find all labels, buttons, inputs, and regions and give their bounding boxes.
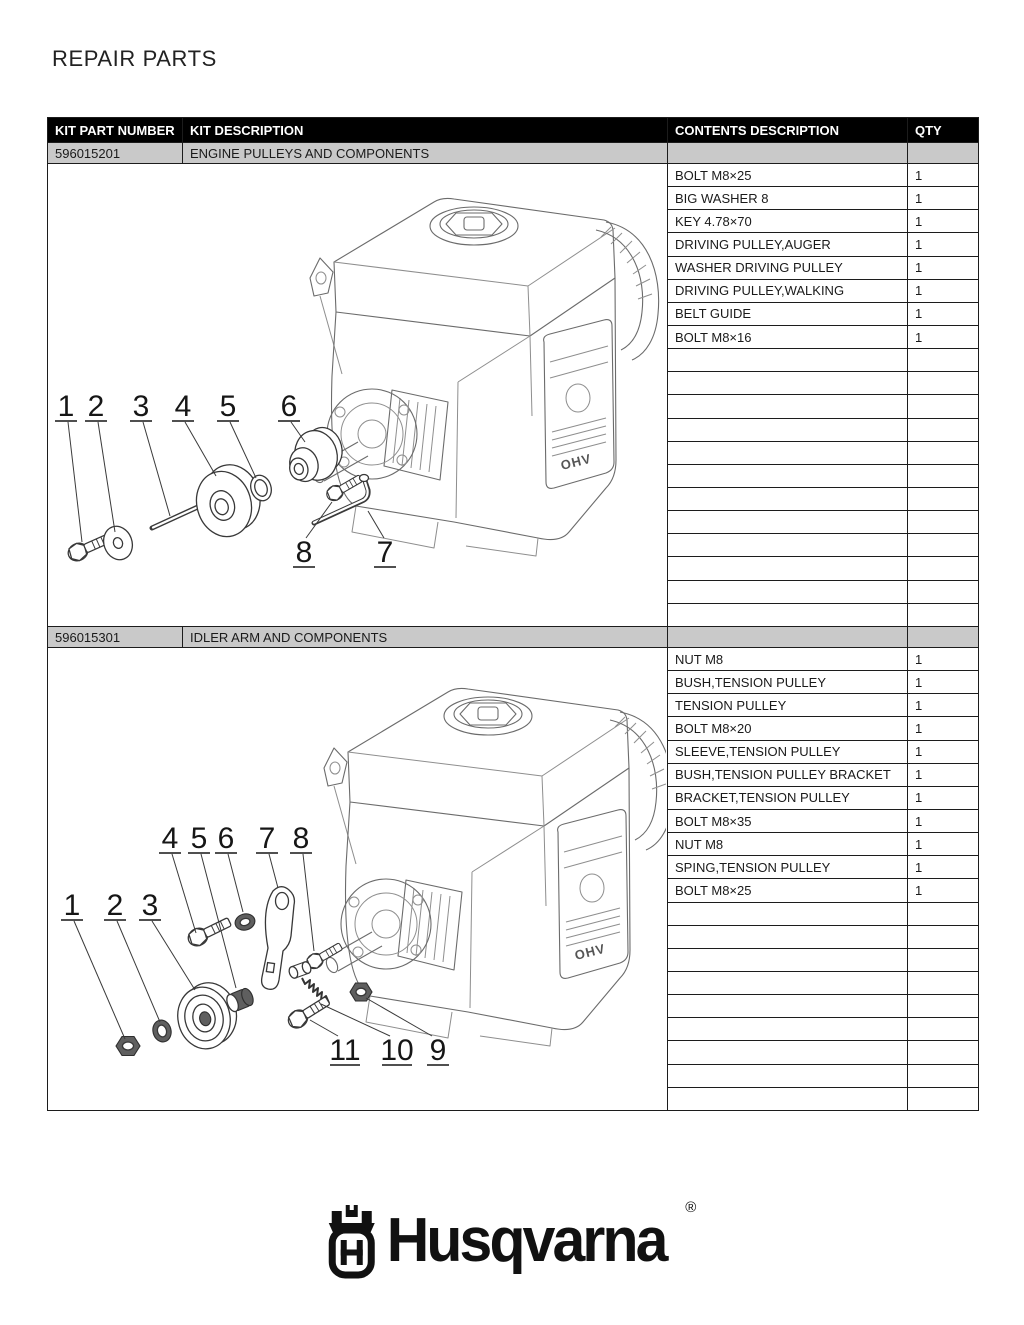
callout-number: 3 — [132, 390, 150, 423]
kit-part-number: 596015201 — [48, 143, 183, 164]
engine-ohv-label: OHV — [559, 450, 593, 473]
callout-number: 4 — [174, 390, 192, 423]
qty-cell — [908, 372, 979, 395]
qty-cell: 1 — [908, 302, 979, 325]
part-tension-pulley — [171, 978, 242, 1054]
husqvarna-logo — [324, 1198, 701, 1279]
contents-description-cell — [668, 511, 908, 534]
callout-number: 4 — [161, 822, 179, 855]
qty-cell — [908, 902, 979, 925]
callout-number: 8 — [295, 536, 313, 569]
kit-description: IDLER ARM AND COMPONENTS — [183, 627, 668, 648]
callout-number: 1 — [63, 889, 81, 922]
callout-number: 2 — [87, 390, 105, 423]
kit-row-empty-cell — [668, 627, 908, 648]
part-nut-m8-2 — [350, 983, 372, 1001]
qty-cell: 1 — [908, 164, 979, 187]
contents-description-cell — [668, 349, 908, 372]
section-idler-arm — [48, 627, 979, 1111]
qty-cell: 1 — [908, 879, 979, 902]
qty-cell — [908, 418, 979, 441]
qty-cell — [908, 971, 979, 994]
part-bolt-m8x25-2 — [285, 993, 332, 1031]
contents-description-cell — [668, 902, 908, 925]
qty-cell: 1 — [908, 856, 979, 879]
contents-description-cell — [668, 464, 908, 487]
qty-cell — [908, 1041, 979, 1064]
callouts — [61, 822, 449, 1067]
part-big-washer — [99, 522, 137, 564]
kit-part-number: 596015301 — [48, 627, 183, 648]
idler-arm-diagram-svg — [48, 648, 666, 1110]
callout-number: 1 — [57, 390, 75, 423]
part-bush-tension-pulley — [150, 1018, 173, 1044]
engine-ohv-label: OHV — [573, 940, 607, 963]
contents-description-cell: BUSH,TENSION PULLEY BRACKET — [668, 763, 908, 786]
qty-cell: 1 — [908, 210, 979, 233]
contents-description-cell — [668, 603, 908, 626]
contents-description-cell: NUT M8 — [668, 833, 908, 856]
qty-cell — [908, 1018, 979, 1041]
callout-number: 6 — [280, 390, 298, 423]
qty-cell: 1 — [908, 648, 979, 671]
contents-description-cell: WASHER DRIVING PULLEY — [668, 256, 908, 279]
engine-line-art — [324, 688, 666, 1046]
contents-description-cell: BUSH,TENSION PULLEY — [668, 671, 908, 694]
contents-description-cell: BOLT M8×20 — [668, 717, 908, 740]
contents-description-cell: DRIVING PULLEY,WALKING — [668, 279, 908, 302]
contents-description-cell — [668, 1041, 908, 1064]
qty-cell: 1 — [908, 833, 979, 856]
contents-description-cell: SPING,TENSION PULLEY — [668, 856, 908, 879]
contents-row — [48, 648, 979, 671]
qty-cell — [908, 580, 979, 603]
qty-cell — [908, 557, 979, 580]
contents-description-cell: BOLT M8×35 — [668, 809, 908, 832]
qty-cell: 1 — [908, 717, 979, 740]
callout-number: 5 — [219, 390, 237, 423]
contents-description-cell: BOLT M8×25 — [668, 879, 908, 902]
contents-description-cell — [668, 1087, 908, 1110]
callout-number: 11 — [329, 1034, 361, 1067]
contents-description-cell — [668, 948, 908, 971]
contents-row — [48, 164, 979, 187]
qty-cell: 1 — [908, 279, 979, 302]
contents-description-cell: BOLT M8×25 — [668, 164, 908, 187]
contents-description-cell — [668, 1018, 908, 1041]
kit-row — [48, 627, 979, 648]
contents-description-cell — [668, 534, 908, 557]
part-nut-m8 — [116, 1037, 140, 1056]
contents-description-cell — [668, 580, 908, 603]
qty-cell — [908, 925, 979, 948]
qty-cell: 1 — [908, 233, 979, 256]
brand-wordmark: Husqvarna — [386, 1206, 666, 1275]
page-title: REPAIR PARTS — [52, 46, 217, 71]
qty-cell: 1 — [908, 671, 979, 694]
exploded-diagram-idler-arm — [48, 648, 668, 1111]
contents-description-cell — [668, 441, 908, 464]
qty-cell — [908, 1064, 979, 1087]
header-kit-part-number: KIT PART NUMBER — [48, 118, 183, 143]
callout-number: 7 — [258, 822, 276, 855]
husqvarna-crown-icon — [324, 1203, 378, 1279]
qty-cell — [908, 534, 979, 557]
part-key — [152, 506, 200, 528]
contents-description-cell — [668, 1064, 908, 1087]
callout-number: 9 — [429, 1034, 447, 1067]
contents-description-cell — [668, 925, 908, 948]
contents-description-cell: BRACKET,TENSION PULLEY — [668, 786, 908, 809]
contents-description-cell: BOLT M8×16 — [668, 325, 908, 348]
callout-number: 3 — [141, 889, 159, 922]
qty-cell — [908, 948, 979, 971]
part-bolt-m8x20 — [185, 914, 233, 949]
engine-pulleys-diagram-svg — [48, 164, 666, 626]
contents-description-cell — [668, 418, 908, 441]
registered-trademark-symbol: ® — [685, 1198, 697, 1216]
part-bolt-m8x16 — [324, 472, 364, 504]
contents-description-cell: BIG WASHER 8 — [668, 187, 908, 210]
header-kit-description: KIT DESCRIPTION — [183, 118, 668, 143]
callout-number: 5 — [190, 822, 208, 855]
qty-cell — [908, 1087, 979, 1110]
kit-row-empty-cell — [668, 143, 908, 164]
table-header — [48, 118, 979, 143]
qty-cell — [908, 511, 979, 534]
qty-cell: 1 — [908, 740, 979, 763]
qty-cell: 1 — [908, 786, 979, 809]
contents-description-cell — [668, 557, 908, 580]
kit-row — [48, 143, 979, 164]
repair-parts-table — [47, 117, 979, 1111]
contents-description-cell: BELT GUIDE — [668, 302, 908, 325]
qty-cell — [908, 441, 979, 464]
qty-cell: 1 — [908, 256, 979, 279]
header-qty: QTY — [908, 118, 979, 143]
contents-description-cell — [668, 995, 908, 1018]
qty-cell — [908, 395, 979, 418]
qty-cell: 1 — [908, 325, 979, 348]
contents-description-cell: NUT M8 — [668, 648, 908, 671]
qty-cell: 1 — [908, 763, 979, 786]
qty-cell: 1 — [908, 809, 979, 832]
callout-number: 2 — [106, 889, 124, 922]
kit-row-empty-cell — [908, 143, 979, 164]
contents-description-cell — [668, 487, 908, 510]
qty-cell — [908, 487, 979, 510]
kit-description: ENGINE PULLEYS AND COMPONENTS — [183, 143, 668, 164]
qty-cell — [908, 995, 979, 1018]
qty-cell: 1 — [908, 187, 979, 210]
part-driving-pulley-auger — [188, 458, 269, 543]
kit-row-empty-cell — [908, 627, 979, 648]
part-spacer-cylinder — [288, 961, 313, 980]
qty-cell: 1 — [908, 694, 979, 717]
callout-number: 10 — [380, 1034, 414, 1067]
contents-description-cell — [668, 971, 908, 994]
qty-cell — [908, 603, 979, 626]
contents-description-cell: DRIVING PULLEY,AUGER — [668, 233, 908, 256]
callout-number: 6 — [217, 822, 235, 855]
exploded-diagram-engine-pulleys — [48, 164, 668, 627]
header-contents-description: CONTENTS DESCRIPTION — [668, 118, 908, 143]
qty-cell — [908, 349, 979, 372]
contents-description-cell: TENSION PULLEY — [668, 694, 908, 717]
contents-description-cell: KEY 4.78×70 — [668, 210, 908, 233]
contents-description-cell — [668, 372, 908, 395]
contents-description-cell — [668, 395, 908, 418]
callout-number: 7 — [376, 536, 394, 569]
section-engine-pulleys — [48, 143, 979, 627]
contents-description-cell: SLEEVE,TENSION PULLEY — [668, 740, 908, 763]
part-bush-tension-pulley-bracket — [233, 912, 256, 933]
callout-number: 8 — [292, 822, 310, 855]
qty-cell — [908, 464, 979, 487]
